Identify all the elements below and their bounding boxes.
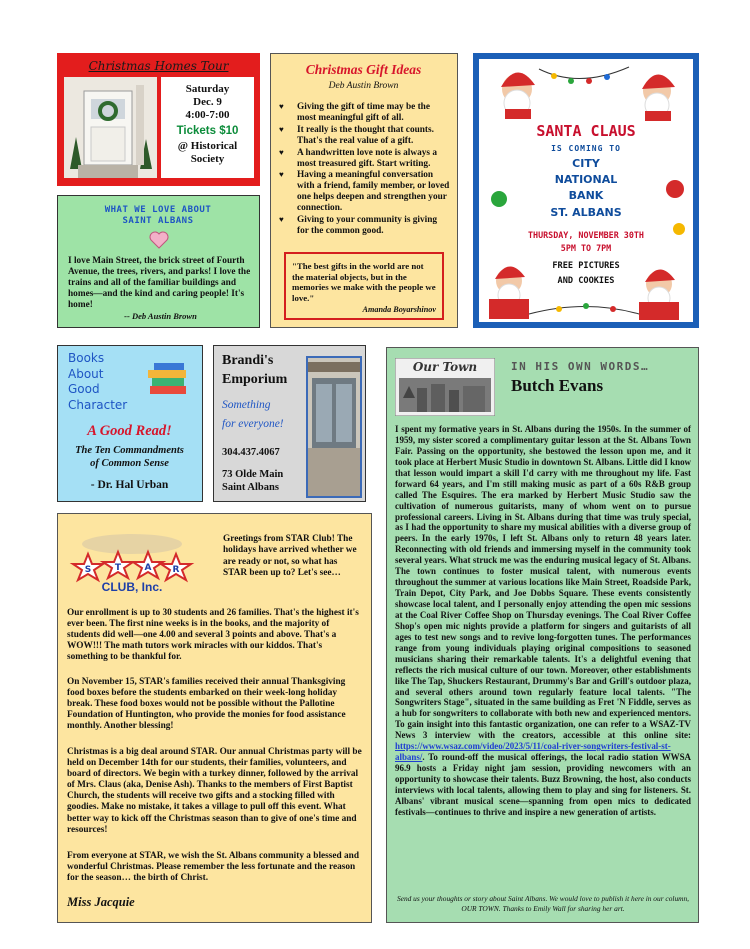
star-club-logo xyxy=(66,522,198,614)
tour-day: Saturday xyxy=(185,83,230,95)
santa-free-line1: FREE PICTURES xyxy=(552,261,620,271)
gift-quote-box xyxy=(284,252,444,320)
brandi-name xyxy=(222,351,287,389)
santa-when xyxy=(479,229,693,254)
butch-body xyxy=(395,424,691,818)
list-item xyxy=(279,148,451,170)
list-item xyxy=(279,125,451,147)
bank-line2: NATIONAL xyxy=(554,173,618,187)
books-heading xyxy=(68,351,127,413)
list-item xyxy=(279,102,451,124)
heart-icon xyxy=(149,231,169,254)
santa-flyer xyxy=(479,59,693,322)
books-line3: Good xyxy=(68,382,100,397)
books-stack-icon xyxy=(146,362,190,396)
heart-bullet-icon: ♥ xyxy=(279,124,284,134)
love-body: I love Main Street, the brick street of Fourth Avenue, the trees, rivers, and parks! I love the trains and all of the familiar buildings and homes—and the kind and caring people! It's home! xyxy=(68,256,251,310)
santa-date: THURSDAY, NOVEMBER 30TH xyxy=(528,230,644,240)
butch-body-part2: . To round-off the musical offerings, the local radio station WWSA 96.9 hosts a Friday night jam session, providing newcomers with an opportunity to showcase their talents. Buzz Browning, the host, also conducts interviews with local talents, allowing them to play and sing for listeners. St. Albans' vibrant musical scene—spanning from open mics to dedicated festivals—continues to thrive and inspire a new generation of artists. xyxy=(395,752,691,817)
svg-text:T: T xyxy=(114,563,122,573)
front-door-photo xyxy=(64,77,157,178)
list-item-text: A handwritten love note is always a most treasured gift. Start writing. xyxy=(297,147,437,169)
santa-coming: IS COMING TO xyxy=(551,144,621,153)
wsaz-video-link[interactable]: https://www.wsaz.com/video/2023/5/11/coal-river-songwriters-festival-st-albans/ xyxy=(395,741,671,763)
svg-text:S: S xyxy=(84,565,92,575)
tour-date: Dec. 9 xyxy=(193,96,222,108)
list-item-text: Giving to your community is giving for the common good. xyxy=(297,215,438,236)
star-club-panel xyxy=(57,513,372,923)
book-title-line2: of Common Sense xyxy=(90,458,169,469)
brandi-phone: 304.437.4067 xyxy=(222,447,280,458)
svg-text:A: A xyxy=(144,563,152,573)
bank-line4: ST. ALBANS xyxy=(550,205,622,219)
list-item-text: Giving the gift of time may be the most meaningful gift of all. xyxy=(297,102,430,123)
homes-tour-title: Christmas Homes Tour xyxy=(88,59,229,73)
gift-quote-author: Amanda Boyarshinov xyxy=(362,305,436,314)
heart-bullet-icon: ♥ xyxy=(279,215,284,225)
book-author: - Dr. Hal Urban xyxy=(90,479,169,491)
tour-time: 4:00-7:00 xyxy=(185,109,230,121)
books-line2: About xyxy=(68,366,104,381)
gift-ideas-panel xyxy=(270,53,458,328)
brandi-name-line2: Emporium xyxy=(222,372,288,387)
book-title xyxy=(58,444,201,470)
list-item xyxy=(279,215,451,237)
love-author: -- Deb Austin Brown xyxy=(124,311,197,321)
star-paragraph-2: On November 15, STAR's families received their annual Thanksgiving food boxes before the students embarked on their week-long holiday break. These food boxes would not be possible without the Pallotine Foundation of Huntington, who provide the monies for food assistance monthly. Another blessing! xyxy=(67,677,346,732)
santa-bank xyxy=(479,156,693,221)
gift-ideas-list xyxy=(279,102,451,238)
tour-tickets: Tickets $10 xyxy=(176,125,239,137)
butch-header: IN HIS OWN WORDS… xyxy=(511,360,650,373)
love-text xyxy=(68,256,253,322)
star-greeting: Greetings from STAR Club! The holidays have arrived whether we are ready or not, so what has STAR been up to? Let's see… xyxy=(223,534,357,578)
gift-quote-text: "The best gifts in the world are not the material objects, but in the memories we make with the people we love." xyxy=(292,261,436,303)
love-st-albans-panel xyxy=(57,195,260,328)
santa-free xyxy=(479,259,693,289)
books-line4: Character xyxy=(68,397,128,412)
love-title xyxy=(58,205,258,227)
svg-text:R: R xyxy=(172,565,180,575)
star-paragraph-4: From everyone at STAR, we wish the St. Albans community a blessed and wonderful Christmas. Please remember the less fortunate and the reason for the season… the birth of Christ. xyxy=(67,851,360,884)
books-panel xyxy=(57,345,203,502)
books-line1: Books xyxy=(68,351,105,365)
brandi-address xyxy=(222,468,283,494)
gift-ideas-byline: Deb Austin Brown xyxy=(328,81,399,91)
butch-body-part1: I spent my formative years in St. Albans during the 1950s. In the summer of 1959, my sister scored a complimentary guitar lesson at the St. Albans Town Fair. Passing on the opportunity, she bestowed the lesson upon me, and it took place at Herbert Music Studio in downtown St. Albans. Little did I know that lesson would impart a skill I'd carry with me throughout my life. Fast forward 64 years, and I'm still making music as part of a 60s R&B group called The Esquires. The era marked by Herbert Music Studio saw the cultivation of numerous guitarists, many of whom went on to pursue professional careers. Living in St. Albans during that time was truly special, as I had the opportunity to share my musical abilities with a diverse group of peers. In the early 1970s, I left St. Albans only to return 48 years later. Reconnecting with old friends and immersing myself in the community took several years. What struck me was the enduring musical legacy of St. Albans. The town continues to foster musical talent, with numerous events throughout the summer at various locations like Main Street, Roadside Park, Train Depot, City Park, and Joe Dobbs Square. These events consistently showcase local talent, and I personally enjoy attending the open mic sessions at the Coal River Coffee Shop on Thursday evenings. The Coal River Coffee Shop's open mic nights provide a platform for singers and guitarists of all ages to test new songs and to revive long-forgotten tunes. The performances range from young individuals playing original compositions to seasoned musicians sharing their remarkable talents. It's a delightful evening that reflects the rich musical culture of our town. Moreover, other establishments like The Tap, Shuckers Restaurant, Drummy's Bar and Grill's outdoor plaza, and several others around town regularly feature local talents. "The Songwriters Stage", situated in the same building as Fret 'N Fiddle, serves as a hub for songwriters to collaborate with both new and experienced mentors. To gain insight into this fantastic organization, one can refer to a WSAZ-TV News 3 interview with the creators, accessible at this online site: xyxy=(395,424,691,741)
homes-tour-panel xyxy=(57,53,260,186)
heart-bullet-icon: ♥ xyxy=(279,170,284,180)
brandi-address-line2: Saint Albans xyxy=(222,482,279,493)
good-read-label: A Good Read! xyxy=(87,423,172,439)
butch-footer: Send us your thoughts or story about Saint Albans. We would love to publish it here in our column, OUR TOWN. Thanks to Emily Wall for sharing her art. xyxy=(396,894,690,913)
santa-headline: SANTA CLAUS xyxy=(536,122,636,140)
list-item-text: It really is the thought that counts. That's the real value of a gift. xyxy=(297,124,434,146)
santa-free-line2: AND COOKIES xyxy=(557,276,615,286)
bank-line1: CITY xyxy=(572,157,600,170)
bank-line3: BANK xyxy=(568,189,604,203)
brandi-address-line1: 73 Olde Main xyxy=(222,469,284,480)
santa-flyer-panel xyxy=(473,53,699,328)
santa-time: 5PM TO 7PM xyxy=(560,242,612,253)
heart-bullet-icon: ♥ xyxy=(279,147,284,157)
tour-location-2: Society xyxy=(190,153,225,165)
butch-evans-panel xyxy=(386,347,699,923)
butch-name: Butch Evans xyxy=(511,376,604,395)
love-title-line1: WHAT WE LOVE ABOUT xyxy=(104,205,212,215)
list-item xyxy=(279,170,451,214)
brandi-tagline-line1: Something xyxy=(222,399,271,411)
brandi-tagline-line2: for everyone! xyxy=(222,418,284,430)
tour-location-1: @ Historical xyxy=(177,140,238,152)
brandi-panel xyxy=(213,345,366,502)
star-logo-text: CLUB, Inc. xyxy=(101,580,163,594)
star-paragraph-1: Our enrollment is up to 30 students and 26 families. That's the highest it's ever been. The first nine weeks is in the books, and the majority of students did well—one 4.00 and several 3 points and above. That's a WOW!!! The math tutors work miracles with our kiddos. That's something to be thankful for. xyxy=(67,608,359,663)
gift-ideas-title: Christmas Gift Ideas xyxy=(305,62,422,77)
book-title-line1: The Ten Commandments xyxy=(75,445,184,456)
star-paragraph-3: Christmas is a big deal around STAR. Our annual Christmas party will be held on December 14th for our students, their families, volunteers, and board of directors. We begin with a turkey dinner, followed by the arrival of Mrs. Claus (aka, Denise Ash). Thanks to the members of First Baptist Church, the students will receive two gifts and a stocking filled with goodies. Make no mistake, it takes a village to pull off this event. What better way to kick off the Christmas season than to give of one's time and resources! xyxy=(67,747,362,835)
list-item-text: Having a meaningful conversation with a friend, family member, or loved one helps deepen and strengthen your connection. xyxy=(297,170,450,214)
brandi-name-line1: Brandi's xyxy=(222,353,274,368)
homes-tour-info xyxy=(161,77,254,178)
brandi-tagline xyxy=(222,396,284,434)
heart-bullet-icon: ♥ xyxy=(279,102,284,111)
our-town-logo-text: Our Town xyxy=(412,360,478,374)
our-town-logo xyxy=(395,358,495,416)
storefront-photo xyxy=(306,356,362,498)
star-signature: Miss Jacquie xyxy=(67,895,135,909)
love-title-line2: SAINT ALBANS xyxy=(122,216,194,226)
